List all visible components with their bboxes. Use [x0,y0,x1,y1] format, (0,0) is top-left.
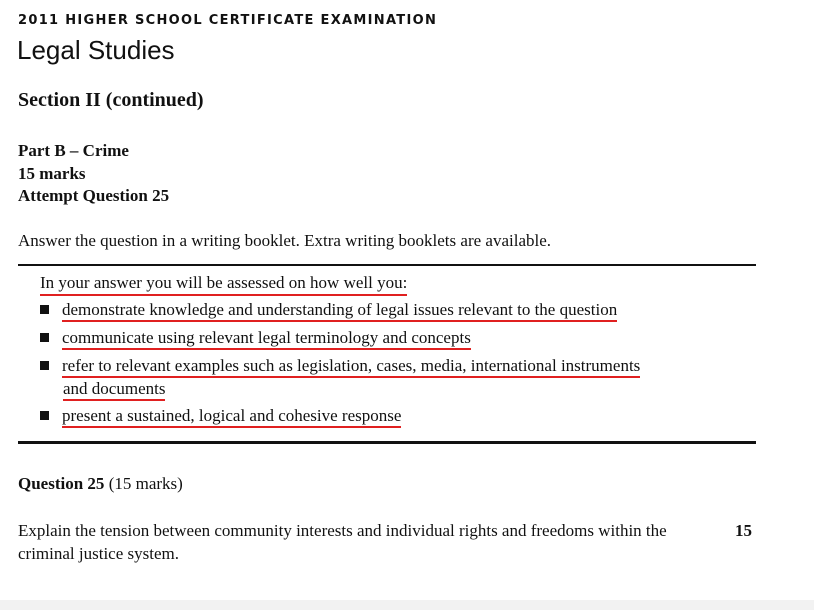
criteria-item-text: communicate using relevant legal terminology and concepts [62,328,471,350]
part-marks: 15 marks [18,163,86,183]
question-marks: 15 [735,521,752,540]
criteria-item-text: refer to relevant examples such as legislation, cases, media, international instruments [62,356,640,378]
criteria-item [40,328,471,348]
subject-title: Legal Studies [17,35,175,65]
part-info [18,140,169,208]
question-heading [18,474,183,494]
criteria-item [40,300,617,320]
section-heading: Section II (continued) [18,89,204,111]
criteria-bottom-rule [18,441,756,444]
criteria-top-rule [18,264,756,266]
exam-header: 2011 HIGHER SCHOOL CERTIFICATE EXAMINATION [18,13,438,28]
booklet-instruction: Answer the question in a writing booklet. Extra writing booklets are available. [18,231,552,250]
criteria-item-continuation-text: and documents [63,379,165,401]
question-marks-label: (15 marks) [108,474,183,493]
criteria-item-continuation [63,379,165,399]
part-title: Part B – Crime [18,141,129,160]
criteria-item-text: demonstrate knowledge and understanding of legal issues relevant to the question [62,300,617,322]
part-attempt: Attempt Question 25 [18,186,170,205]
square-bullet-icon [40,411,49,420]
square-bullet-icon [40,333,49,342]
criteria-item [40,406,401,426]
page-bottom-edge [0,600,814,610]
criteria-item [40,356,640,376]
question-number: Question 25 [18,474,105,493]
question-text: Explain the tension between community interests and individual rights and freedoms within the criminal justice system. [18,521,667,563]
criteria-item-text: present a sustained, logical and cohesive response [62,406,401,428]
criteria-intro: In your answer you will be assessed on how well you: [40,273,407,296]
square-bullet-icon [40,305,49,314]
square-bullet-icon [40,361,49,370]
